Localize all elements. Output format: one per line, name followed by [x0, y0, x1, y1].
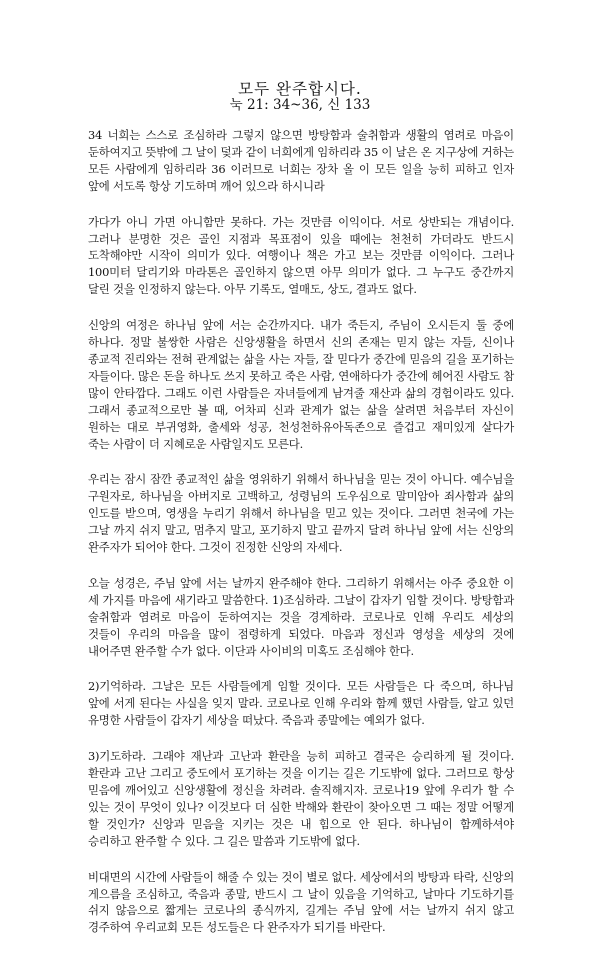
paragraph: 우리는 잠시 잠깐 종교적인 삶을 영위하기 위해서 하나님을 믿는 것이 아니다. 예수님을 구원자로, 하나님을 아버지로 고백하고, 성령님의 도우심으로 말미암아 죄사함과 삶의 인도를 받으며, 영생을 누리기 위해서 하나님을 믿고 있는 것이다. 그러면 천국에 가는 그날 까지 쉬지 말고, 멈추지 말고, 포기하지 말고 끝까지 달려 하나님 앞에 서는 신앙의 완주자가 되어야 한다. 그것이 진정한 신앙의 자세다.	[88, 472, 514, 555]
sermon-body	[88, 127, 514, 955]
paragraph-closing: 비대면의 시간에 사람들이 해줄 수 있는 것이 별로 없다. 세상에서의 방탕과 타락, 신앙의 게으름을 조심하고, 죽음과 종말, 반드시 그 날이 있음을 기억하고, 날마다 기도하기를 쉬지 않음으로 짧게는 코로나의 종식까지, 길게는 주님 앞에 서는 날까지 쉬지 않고 경주하여 우리교회 모든 성도들은 다 완주자가 되기를 바란다.	[88, 869, 515, 935]
paragraph: 2)기억하라. 그날은 모든 사람들에게 임할 것이다. 모든 사람들은 다 죽으며, 하나님 앞에 서게 된다는 사실을 잊지 말라. 코로나로 인해 우리와 함께 했던 사람들, 알고 있던 유명한 사람들이 갑자기 세상을 떠났다. 죽음과 종말에는 예외가 없다.	[88, 679, 514, 728]
sermon-title: 모두 완주합시다.	[238, 80, 362, 98]
paragraph: 3)기도하라. 그래야 재난과 고난과 환란을 능히 피하고 결국은 승리하게 될 것이다. 환란과 고난 그리고 중도에서 포기하는 것을 이기는 길은 기도밖에 없다. 그러므로 항상 믿음에 깨어있고 신앙생활에 정신을 차려라. 솔직해지자. 코로나19 앞에 우리가 할 수 있는 것이 무엇이 있나? 이것보다 더 심한 박해와 환란이 찾아오면 그 때는 정말 어떻게 할 것인가? 신앙과 믿음을 지키는 것은 내 힘으로 안 된다. 하나님이 함께하셔야 승리하고 완주할 수 있다. 그 길은 말씀과 기도밖에 없다.	[88, 749, 514, 848]
paragraph: 오늘 성경은, 주님 앞에 서는 날까지 완주해야 한다. 그리하기 위해서는 아주 중요한 이 세 가지를 마음에 새기라고 말씀한다. 1)조심하라. 그날이 갑자기 임할 것이다. 방탕함과 술취함과 염려로 마음이 둔하여지는 것을 경계하라. 코로나로 인해 우리도 세상의 것들이 우리의 마음을 많이 점령하게 되었다. 마음과 정신과 영성을 세상의 것에 내어주면 완주할 수가 없다. 이단과 사이비의 미혹도 조심해야 한다.	[88, 575, 514, 658]
paragraph: 신앙의 여정은 하나님 앞에 서는 순간까지다. 내가 죽든지, 주님이 오시든지 둘 중에 하나다. 정말 불쌍한 사람은 신앙생활을 하면서 신의 존재는 믿지 않는 자들, 신이나 종교적 진리와는 전혀 관계없는 삶을 사는 자들, 잘 믿다가 중간에 믿음의 길을 포기하는 자들이다. 많은 돈을 하나도 쓰지 못하고 죽은 사람, 연애하다가 중간에 헤어진 사람도 참 많이 안타깝다. 그래도 이런 사람들은 자녀들에게 남겨줄 재산과 삶의 경험이라도 있다. 그래서 종교적으로만 볼 때, 어차피 신과 관계가 없는 삶을 살려면 처음부터 자신이 원하는 대로 부귀영화, 출세와 성공, 천성천하유아독존으로 즐겁고 재미있게 살다가 죽는 사람이 더 지혜로운 사람일지도 모른다.	[88, 318, 515, 451]
paragraph: 가다가 아니 가면 아니함만 못하다. 가는 것만큼 이익이다. 서로 상반되는 개념이다. 그러나 분명한 것은 골인 지점과 목표점이 있을 때에는 천천히 가더라도 반드시 도착해야만 시작이 의미가 있다. 여행이나 책은 가고 보는 것만큼 이익이다. 그러나 100미터 달리기와 마라톤은 골인하지 않으면 아무 의미가 없다. 그 누구도 중간까지 달린 것을 인정하지 않는다. 아무 기록도, 열매도, 상도, 결과도 없다.	[88, 214, 514, 297]
paragraph-scripture: 34 너희는 스스로 조심하라 그렇지 않으면 방탕함과 술취함과 생활의 염려로 마음이 둔하여지고 뜻밖에 그 날이 덫과 같이 너희에게 임하리라 35 이 날은 온 지구상에 거하는 모든 사람에게 임하리라 36 이러므로 너희는 장차 올 이 모든 일을 능히 피하고 인자 앞에 서도록 항상 기도하며 깨어 있으라 하시니라	[88, 128, 514, 193]
scripture-reference: 눅 21: 34~36, 신 133	[229, 97, 371, 113]
